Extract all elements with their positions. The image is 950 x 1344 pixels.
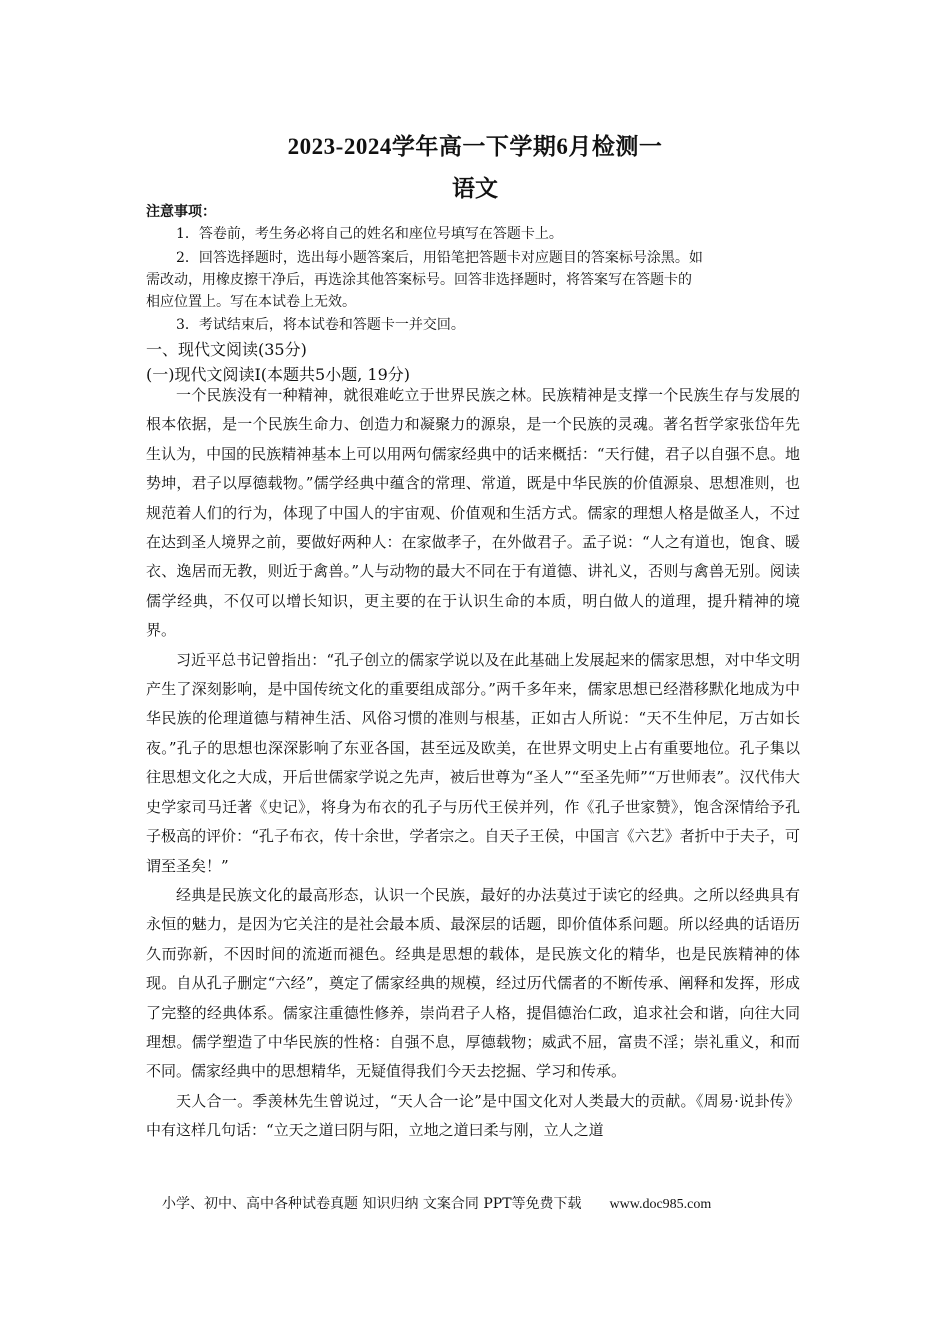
notice-item-1: 1．答卷前，考生务必将自己的姓名和座位号填写在答题卡上。 bbox=[176, 226, 563, 242]
notice-item-2-line-2: 需改动，用橡皮擦干净后，再选涂其他答案标号。回答非选择题时，将答案写在答题卡的 bbox=[146, 272, 692, 288]
page-footer bbox=[162, 1193, 711, 1213]
notice-heading: 注意事项： bbox=[146, 204, 216, 220]
notice-item-2-line-1: 2．回答选择题时，选出每小题答案后，用铅笔把答题卡对应题目的答案标号涂黑。如 bbox=[176, 250, 703, 266]
notice-item-2-line-3: 相应位置上。写在本试卷上无效。 bbox=[146, 294, 356, 310]
subject-title: 语文 bbox=[452, 176, 498, 201]
passage-paragraph-4: 天人合一。季羡林先生曾说过，“天人合一论”是中国文化对人类最大的贡献。《周易·说卦传》中有这样几句话：“立天之道曰阴与阳，立地之道曰柔与刚，立人之道 bbox=[146, 1091, 800, 1140]
passage-paragraph-1: 一个民族没有一种精神，就很难屹立于世界民族之林。民族精神是支撑一个民族生存与发展的根本依据，是一个民族生命力、创造力和凝聚力的源泉，是一个民族的灵魂。著名哲学家张岱年先生认为，中国的民族精神基本上可以用两句儒家经典中的话来概括：“天行健，君子以自强不息。地势坤，君子以厚德载物。”儒学经典中蕴含的常理、常道，既是中华民族的价值源泉、思想准则，也规范着人们的行为，体现了中国人的宇宙观、价值观和生活方式。儒家的理想人格是做圣人，不过在达到圣人境界之前，要做好两种人：在家做孝子，在外做君子。孟子说：“人之有道也，饱食、暖衣、逸居而无教，则近于禽兽。”人与动物的最大不同在于有道德、讲礼义，否则与禽兽无别。阅读儒学经典，不仅可以增长知识，更主要的在于认识生命的本质，明白做人的道理，提升精神的境界。 bbox=[146, 386, 800, 640]
reading-passage bbox=[146, 381, 800, 1146]
passage-paragraph-2: 习近平总书记曾指出：“孔子创立的儒家学说以及在此基础上发展起来的儒家思想，对中华文明产生了深刻影响，是中国传统文化的重要组成部分。”两千多年来，儒家思想已经潜移默化地成为中华民族的伦理道德与精神生活、风俗习惯的准则与根基，正如古人所说：“天不生仲尼，万古如长夜。”孔子的思想也深深影响了东亚各国，甚至远及欧美，在世界文明史上占有重要地位。孔子集以往思想文化之大成，开后世儒家学说之先声，被后世尊为“圣人”“至圣先师”“万世师表”。汉代伟大史学家司马迁著《史记》，将身为布衣的孔子与历代王侯并列，作《孔子世家赞》，饱含深情给予孔子极高的评价：“孔子布衣，传十余世，学者宗之。自天子王侯，中国言《六艺》者折中于夫子，可谓至圣矣！” bbox=[146, 650, 800, 875]
section-title: 一、现代文阅读(35分) bbox=[146, 340, 307, 359]
passage-paragraph-3: 经典是民族文化的最高形态，认识一个民族，最好的办法莫过于读它的经典。之所以经典具有永恒的魅力，是因为它关注的是社会最本质、最深层的话题，即价值体系问题。所以经典的话语历久而弥新，不因时间的流逝而褪色。经典是思想的载体，是民族文化的精华，也是民族精神的体现。自从孔子删定“六经”，奠定了儒家经典的规模，经过历代儒者的不断传承、阐释和发挥，形成了完整的经典体系。儒家注重德性修养，崇尚君子人格，提倡德治仁政，追求社会和谐，向往大同理想。儒学塑造了中华民族的性格：自强不息，厚德载物；威武不屈，富贵不淫；崇礼重义，和而不同。儒家经典中的思想精华，无疑值得我们今天去挖掘、学习和传承。 bbox=[146, 885, 800, 1081]
subsection-title: (一)现代文阅读Ⅰ(本题共5小题, 19分) bbox=[146, 365, 411, 384]
footer-text: 小学、初中、高中各种试卷真题 知识归纳 文案合同 PPT等免费下载 bbox=[162, 1196, 582, 1212]
notice-item-3: 3．考试结束后，将本试卷和答题卡一并交回。 bbox=[176, 317, 465, 333]
exam-title: 2023-2024学年高一下学期6月检测一 bbox=[287, 134, 663, 159]
footer-url[interactable]: www.doc985.com bbox=[609, 1197, 712, 1212]
